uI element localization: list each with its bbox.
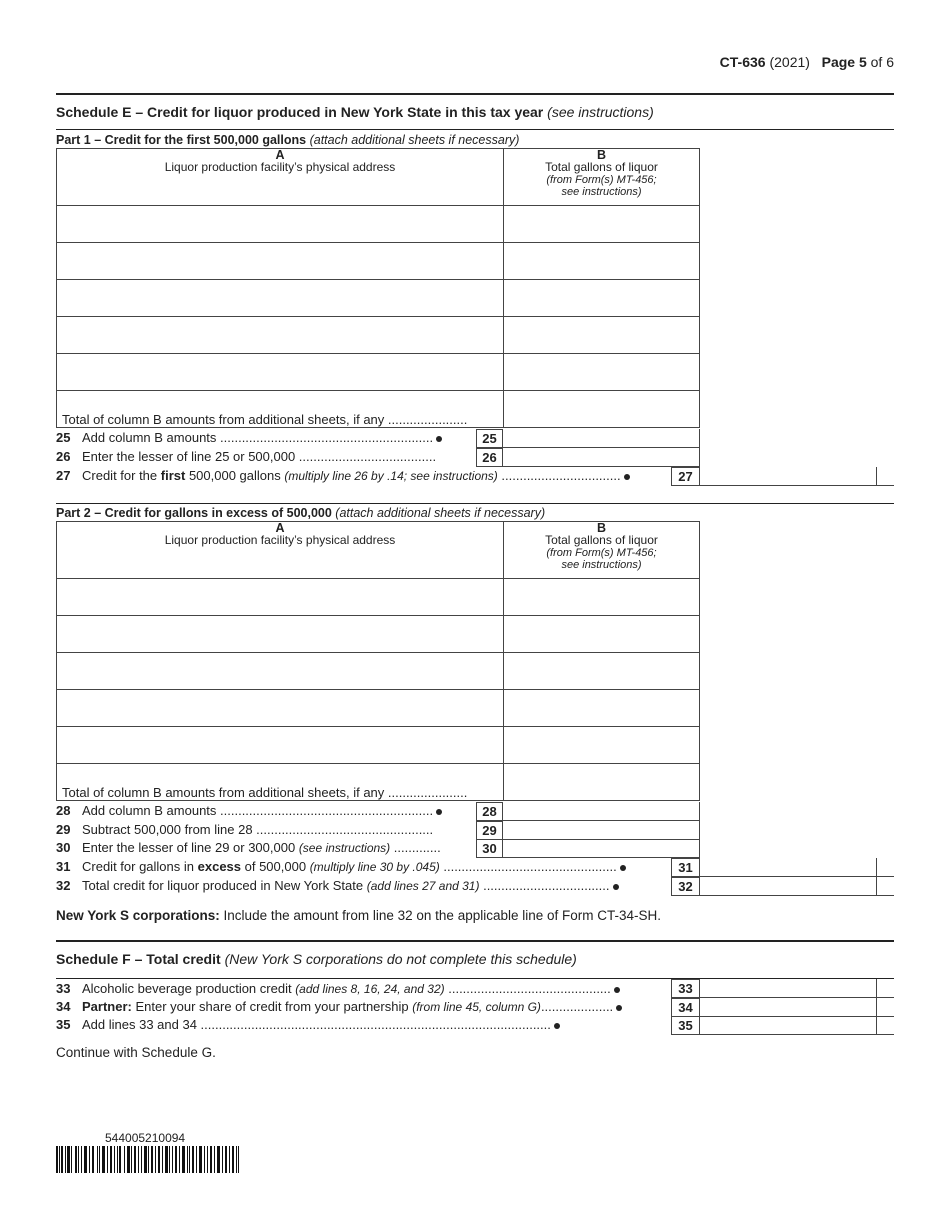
address-input[interactable] xyxy=(57,317,504,354)
line-32: 32 Total credit for liquor produced in New York State (add lines 27 and 31) ................................... xyxy=(56,877,622,895)
part2-title: Part 2 – Credit for gallons in excess of 500,000 (attach additional sheets if necessary) xyxy=(56,506,546,520)
address-input[interactable] xyxy=(57,579,504,616)
line-31-box: 31 xyxy=(671,858,700,877)
line-28: 28 Add column B amounts ........................................................... xyxy=(56,802,445,820)
barcode-icon xyxy=(56,1146,239,1173)
bullet-icon xyxy=(620,865,626,871)
part2-additional-total-label: Total of column B amounts from additional sheets, if any ...................... xyxy=(57,764,504,801)
address-input[interactable] xyxy=(57,616,504,653)
part1-table xyxy=(56,148,700,428)
part2-table xyxy=(56,521,700,801)
line-26-box: 26 xyxy=(476,448,503,467)
schedule-e-title: Schedule E – Credit for liquor produced in New York State in this tax year (see instructions) xyxy=(56,104,654,120)
line-30-input[interactable] xyxy=(502,839,700,858)
page-of: of 6 xyxy=(870,54,894,70)
line-31: 31 Credit for gallons in excess of 500,000 (multiply line 30 by .045) ................................................ xyxy=(56,858,629,876)
line-34-cents[interactable] xyxy=(876,998,894,1017)
gallons-input[interactable] xyxy=(504,354,700,391)
address-input[interactable] xyxy=(57,354,504,391)
line-28-input[interactable] xyxy=(502,802,700,821)
line-25: 25 Add column B amounts ........................................................... xyxy=(56,429,445,447)
barcode-number: 544005210094 xyxy=(105,1131,186,1145)
continue-note: Continue with Schedule G. xyxy=(56,1045,216,1060)
bullet-icon xyxy=(616,1005,622,1011)
bullet-icon xyxy=(554,1023,560,1029)
line-35-input[interactable] xyxy=(699,1016,877,1035)
line-33-box: 33 xyxy=(671,979,700,998)
address-input[interactable] xyxy=(57,653,504,690)
line-28-box: 28 xyxy=(476,802,503,821)
gallons-input[interactable] xyxy=(504,653,700,690)
address-input[interactable] xyxy=(57,280,504,317)
gallons-input[interactable] xyxy=(504,579,700,616)
line-29: 29 Subtract 500,000 from line 28 ................................................. xyxy=(56,822,434,837)
bullet-icon xyxy=(436,436,442,442)
line-33-cents[interactable] xyxy=(876,979,894,998)
part1-additional-total-label: Total of column B amounts from additional sheets, if any ...................... xyxy=(57,391,504,428)
schedule-e-divider xyxy=(56,129,894,130)
line-25-box: 25 xyxy=(476,429,503,448)
line-34-box: 34 xyxy=(671,998,700,1017)
bullet-icon xyxy=(436,809,442,815)
gallons-input[interactable] xyxy=(504,690,700,727)
line-30: 30 Enter the lesser of line 29 or 300,000 (see instructions) ............. xyxy=(56,840,441,855)
line-30-box: 30 xyxy=(476,839,503,858)
gallons-input[interactable] xyxy=(504,317,700,354)
header-divider xyxy=(56,93,894,95)
line-33-input[interactable] xyxy=(699,979,877,998)
bullet-icon xyxy=(614,987,620,993)
line-27-input[interactable] xyxy=(699,467,877,486)
gallons-input[interactable] xyxy=(504,280,700,317)
bullet-icon xyxy=(613,884,619,890)
page-label: Page 5 xyxy=(821,54,867,70)
line-27-box: 27 xyxy=(671,467,700,486)
form-number: CT-636 xyxy=(719,54,766,70)
part2-col-b-header: B Total gallons of liquor (from Form(s) MT-456; see instructions) xyxy=(504,522,700,579)
address-input[interactable] xyxy=(57,243,504,280)
line-25-input[interactable] xyxy=(502,429,700,448)
part2-divider xyxy=(56,503,894,504)
gallons-input[interactable] xyxy=(504,243,700,280)
part1-col-a-header: A Liquor production facility’s physical address xyxy=(57,149,504,206)
line-33: 33 Alcoholic beverage production credit (add lines 8, 16, 24, and 32) ............................................. xyxy=(56,980,623,998)
tax-year: (2021) xyxy=(769,54,810,70)
gallons-input[interactable] xyxy=(504,727,700,764)
gallons-input[interactable] xyxy=(504,616,700,653)
line-35: 35 Add lines 33 and 34 ................................................................................................. xyxy=(56,1016,563,1034)
line-35-box: 35 xyxy=(671,1016,700,1035)
line-31-cents[interactable] xyxy=(876,858,894,877)
address-input[interactable] xyxy=(57,690,504,727)
address-input[interactable] xyxy=(57,206,504,243)
line-31-input[interactable] xyxy=(699,858,877,877)
line-27-cents[interactable] xyxy=(876,467,894,486)
line-34-input[interactable] xyxy=(699,998,877,1017)
line-32-input[interactable] xyxy=(699,877,877,896)
part2-additional-total-input[interactable] xyxy=(504,764,700,801)
line-32-box: 32 xyxy=(671,877,700,896)
part1-additional-total-input[interactable] xyxy=(504,391,700,428)
line-35-cents[interactable] xyxy=(876,1016,894,1035)
part1-col-b-header: B Total gallons of liquor (from Form(s) MT-456; see instructions) xyxy=(504,149,700,206)
part1-title: Part 1 – Credit for the first 500,000 gallons (attach additional sheets if necessary) xyxy=(56,133,520,147)
line-26-input[interactable] xyxy=(502,448,700,467)
line-27: 27 Credit for the first 500,000 gallons (multiply line 26 by .14; see instructions) ................................. xyxy=(56,467,633,485)
schedule-f-divider xyxy=(56,940,894,942)
line-32-cents[interactable] xyxy=(876,877,894,896)
line-29-input[interactable] xyxy=(502,821,700,840)
part2-col-a-header: A Liquor production facility’s physical address xyxy=(57,522,504,579)
address-input[interactable] xyxy=(57,727,504,764)
nys-corporations-note: New York S corporations: Include the amount from line 32 on the applicable line of Form CT-34-SH. xyxy=(56,908,662,923)
gallons-input[interactable] xyxy=(504,206,700,243)
bullet-icon xyxy=(624,474,630,480)
line-26: 26 Enter the lesser of line 25 or 500,000 ...................................... xyxy=(56,449,437,464)
page-header xyxy=(720,54,894,70)
schedule-f-title: Schedule F – Total credit (New York S corporations do not complete this schedule) xyxy=(56,951,577,967)
line-34: 34 Partner: Enter your share of credit from your partnership (from line 45, column G).................... xyxy=(56,998,625,1016)
line-29-box: 29 xyxy=(476,821,503,840)
